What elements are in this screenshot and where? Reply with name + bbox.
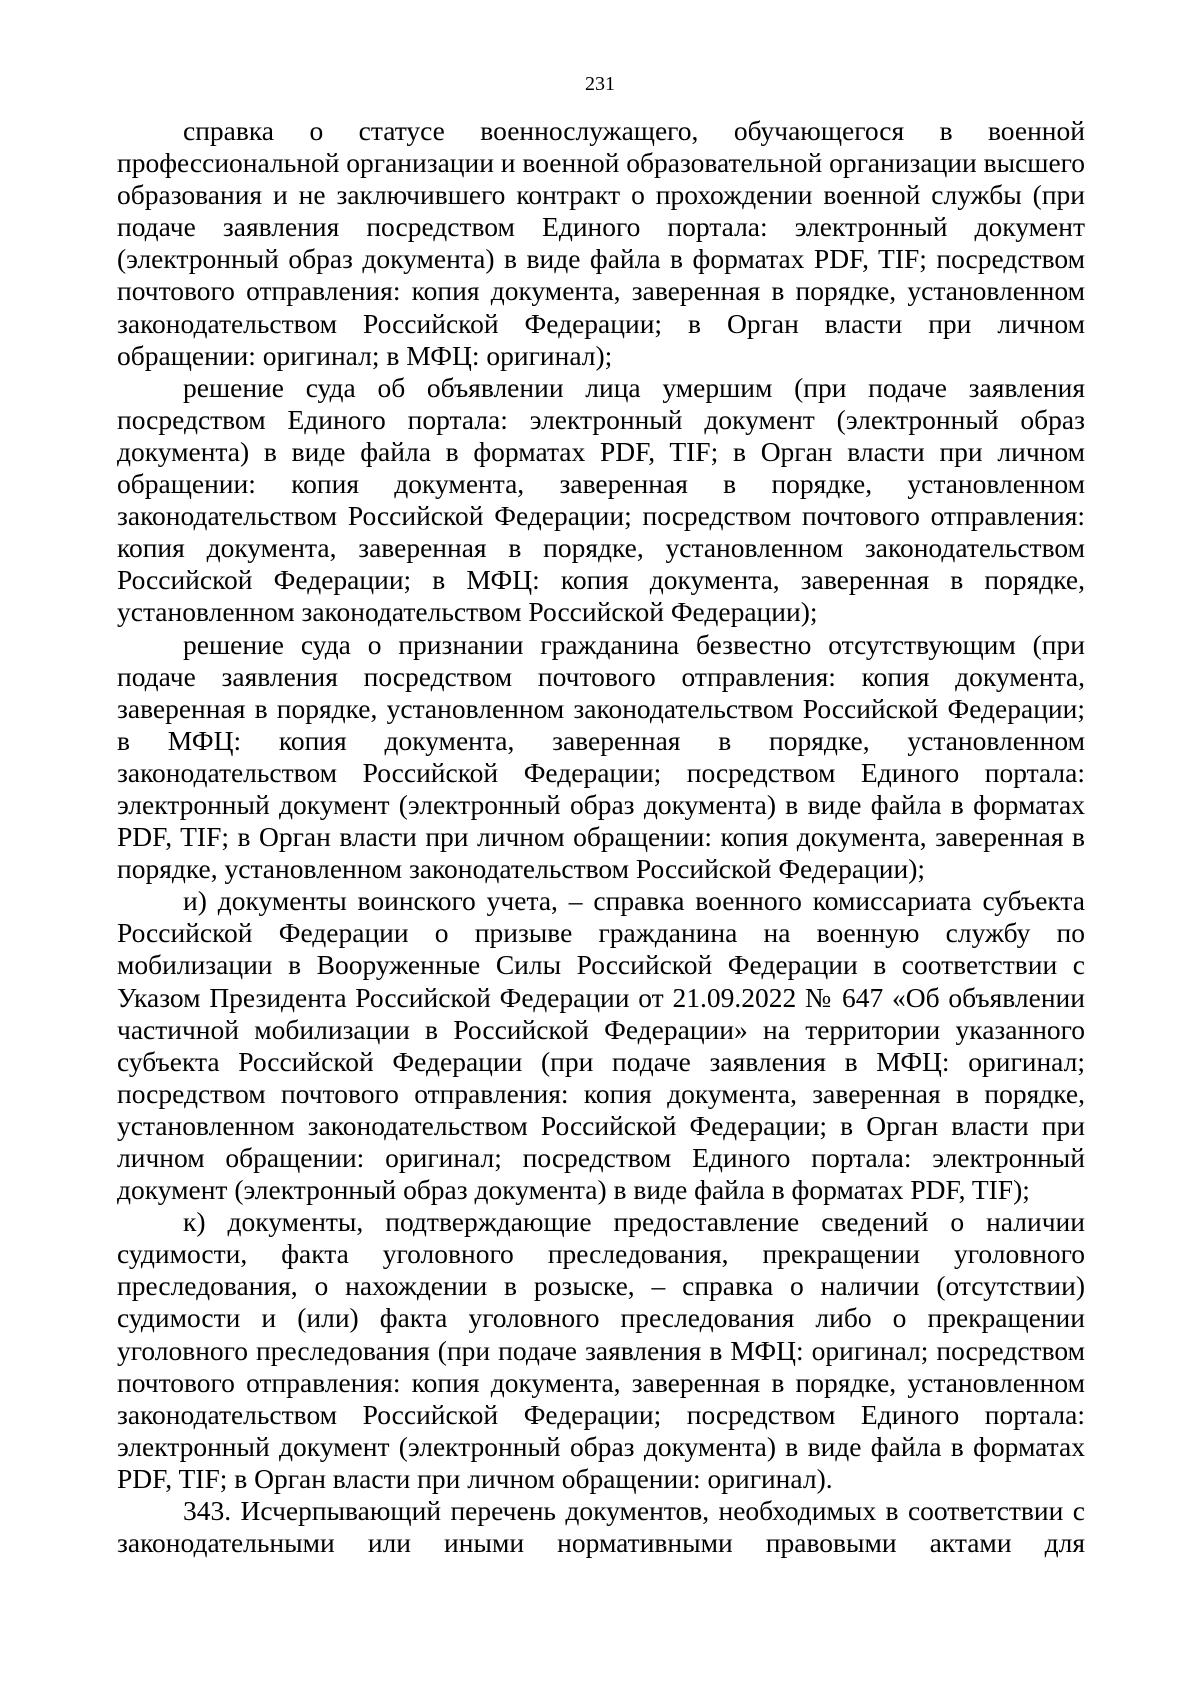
document-body bbox=[117, 115, 1085, 1559]
paragraph-military-status-certificate: справка о статусе военнослужащего, обучающегося в военной профессиональной организации и военной образовательной организации высшего образования и не заключившего контракт о прохождении военной службы (при подаче заявления посредством Единого портала: электронный документ (электронный образ документа) в виде файла в форматах PDF, TIF; посредством почтового отправления: копия документа, заверенная в порядке, установленном законодательством Российской Федерации; в Орган власти при личном обращении: оригинал; в МФЦ: оригинал); bbox=[117, 115, 1085, 371]
paragraph-343-exhaustive-list: 343. Исчерпывающий перечень документов, необходимых в соответствии с законодательными или иными нормативными правовыми актами для bbox=[117, 1495, 1085, 1559]
paragraph-military-registration-documents: и) документы воинского учета, – справка военного комиссариата субъекта Российской Федерации о призыве гражданина на военную службу по мобилизации в Вооруженные Силы Российской Федерации в соответствии с Указом Президента Российской Федерации от 21.09.2022 № 647 «Об объявлении частичной мобилизации в Российской Федерации» на территории указанного субъекта Российской Федерации (при подаче заявления в МФЦ: оригинал; посредством почтового отправления: копия документа, заверенная в порядке, установленном законодательством Российской Федерации; в Орган власти при личном обращении: оригинал; посредством Единого портала: электронный документ (электронный образ документа) в виде файла в форматах PDF, TIF); bbox=[117, 885, 1085, 1206]
paragraph-court-decision-deceased: решение суда об объявлении лица умершим (при подаче заявления посредством Единого портала: электронный документ (электронный образ документа) в виде файла в форматах PDF, TIF; в Орган власти при личном обращении: копия документа, заверенная в порядке, установленном законодательством Российской Федерации; посредством почтового отправления: копия документа, заверенная в порядке, установленном законодательством Российской Федерации; в МФЦ: копия документа, заверенная в порядке, установленном законодательством Российской Федерации); bbox=[117, 371, 1085, 628]
paragraph-criminal-record-documents: к) документы, подтверждающие предоставление сведений о наличии судимости, факта уголовного преследования, прекращении уголовного преследования, о нахождении в розыске, – справка о наличии (отсутствии) судимости и (или) факта уголовного преследования либо о прекращении уголовного преследования (при подаче заявления в МФЦ: оригинал; посредством почтового отправления: копия документа, заверенная в порядке, установленном законодательством Российской Федерации; посредством Единого портала: электронный документ (электронный образ документа) в виде файла в форматах PDF, TIF; в Орган власти при личном обращении: оригинал). bbox=[117, 1206, 1085, 1494]
page-number: 231 bbox=[585, 73, 615, 95]
paragraph-court-decision-missing: решение суда о признании гражданина безвестно отсутствующим (при подаче заявления посредством почтового отправления: копия документа, заверенная в порядке, установленном законодательством Российской Федерации; в МФЦ: копия документа, заверенная в порядке, установленном законодательством Российской Федерации; посредством Единого портала: электронный документ (электронный образ документа) в виде файла в форматах PDF, TIF; в Орган власти при личном обращении: копия документа, заверенная в порядке, установленном законодательством Российской Федерации); bbox=[117, 628, 1085, 885]
